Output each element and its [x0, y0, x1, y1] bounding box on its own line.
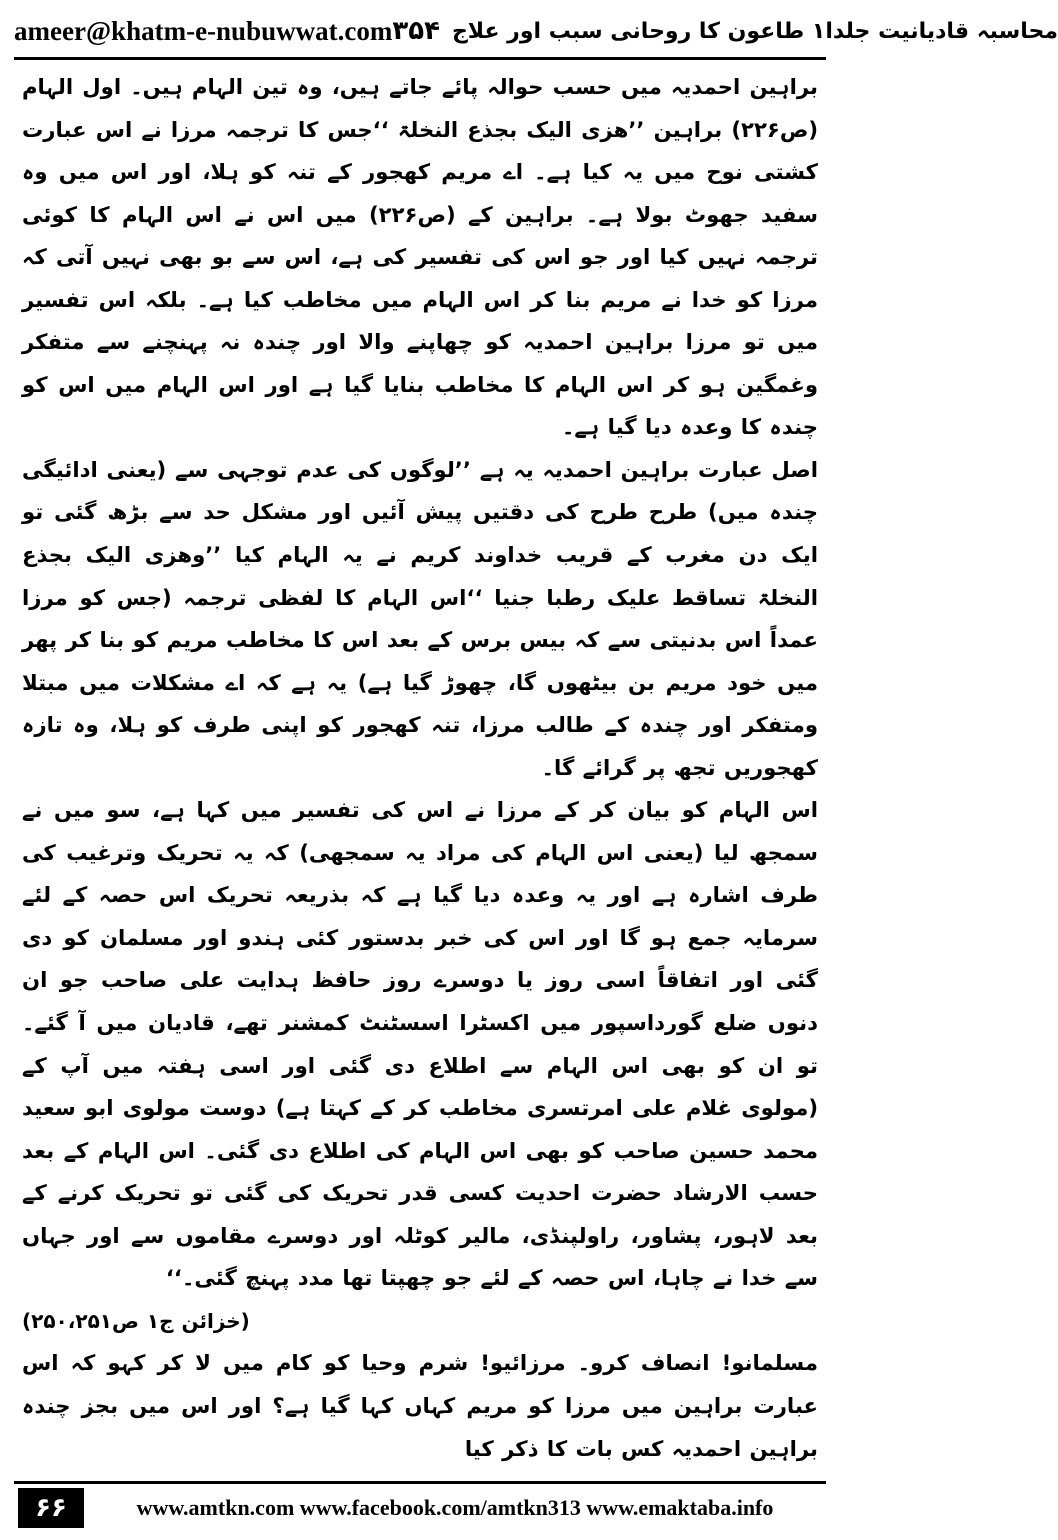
- header-rule: [14, 57, 826, 60]
- footer-links: www.amtkn.com www.facebook.com/amtkn313 www.emaktaba.info: [136, 1495, 774, 1520]
- closing-paragraph: مسلمانو! انصاف کرو۔ مرزائیو! شرم وحیا کو کام میں لا کر کہو کہ اس عبارت براہین میں مرزا کو مریم کہاں کہا گیا ہے؟ اور اس میں بجز چندہ براہین احمدیہ کس بات کا ذکر کیا: [22, 1350, 818, 1461]
- paragraph-2: اصل عبارت براہین احمدیہ یہ ہے ’’لوگوں کی عدم توجہی سے (یعنی ادائیگی چندہ میں) طرح طرح کی دقتیں پیش آئیں اور مشکل حد سے بڑھ گئی تو ایک دن مغرب کے قریب خداوند کریم نے یہ الہام کیا ’’وھزی الیک بجذع النخلۃ تساقط علیک رطبا جنیا ‘‘اس الہام کا لفظی ترجمہ (جس کو مرزا عمداً اس بدنیتی سے کہ بیس برس کے بعد اس کا مخاطب مریم کو بنا کر پھر میں خود مریم بن بیٹھوں گا، چھوڑ گیا ہے) یہ ہے کہ اے مشکلات میں مبتلا ومتفکر اور چندہ کے طالب مرزا، تنہ کھجور کو اپنی طرف کو ہلا، وہ تازہ کھجوریں تجھ پر گرائے گا۔: [22, 456, 818, 780]
- header-title: محاسبہ قادیانیت جلدا۱ طاعون کا روحانی سبب اور علاج: [451, 18, 1058, 44]
- citation: (خزائن ج۱ ص۲۵۰،۲۵۱): [22, 1308, 250, 1333]
- page-footer: [14, 1481, 826, 1532]
- header-page-number: ۳۵۴: [392, 16, 440, 46]
- paragraph-1: براہین احمدیہ میں حسب حوالہ پائے جاتے ہیں، وہ تین الہام ہیں۔ اول الہام (ص۲۲۶) براہین ’’ھزی الیک بجذع النخلۃ ‘‘جس کا ترجمہ مرزا نے اس عبارت کشتی نوح میں یہ کیا ہے۔ اے مریم کھجور کے تنہ کو ہلا، اور اس میں وہ سفید جھوٹ بولا ہے۔ براہین کے (ص۲۲۶) میں اس نے اس الہام کا کوئی ترجمہ نہیں کیا اور جو اس کی تفسیر کی ہے، اس سے بو بھی نہیں آتی کہ مرزا کو خدا نے مریم بنا کر اس الہام میں مخاطب کیا ہے۔ بلکہ اس تفسیر میں تو مرزا براہین احمدیہ کو چھاپنے والا اور چندہ نہ پہنچنے سے متفکر وغمگین ہو کر اس الہام کا مخاطب بنایا گیا ہے اور اس الہام میں اس کو چندہ کا وعدہ دیا گیا ہے۔: [22, 74, 818, 440]
- page-body: [22, 66, 818, 1474]
- footer-page-number: ۶۶: [18, 1488, 84, 1528]
- header-title-group: [392, 16, 1058, 46]
- page-header: [14, 8, 1058, 54]
- header-email: ameer@khatm-e-nubuwwat.com: [14, 15, 393, 46]
- paragraph-3: اس الہام کو بیان کر کے مرزا نے اس کی تفسیر میں کہا ہے، سو میں نے سمجھ لیا (یعنی اس الہام کی مراد یہ سمجھی) کہ یہ تحریک وترغیب کی طرف اشارہ ہے اور یہ وعدہ دیا گیا ہے کہ بذریعہ تحریک اس حصہ کے لئے سرمایہ جمع ہو گا اور اس کی خبر بدستور کئی ہندو اور مسلمان کو دی گئی اور اتفاقاً اسی روز یا دوسرے روز حافظ ہدایت علی صاحب جو ان دنوں ضلع گورداسپور میں اکسٹرا اسسٹنٹ کمشنر تھے، قادیان میں آ گئے۔ تو ان کو بھی اس الہام سے اطلاع دی گئی اور اسی ہفتہ میں آپ کے (مولوی غلام علی امرتسری مخاطب کر کے کہتا ہے) دوست مولوی ابو سعید محمد حسین صاحب کو بھی اس الہام کی اطلاع دی گئی۔ اس الہام کے بعد حسب الارشاد حضرت احدیت کسی قدر تحریک کی گئی تو تحریک کرنے کے بعد لاہور، پشاور، راولپنڈی، مالیر کوٹلہ اور دوسرے مقاموں سے اور جہاں سے خدا نے چاہا، اس حصہ کے لئے جو چھپتا تھا مدد پہنچ گئی۔‘‘: [22, 797, 818, 1291]
